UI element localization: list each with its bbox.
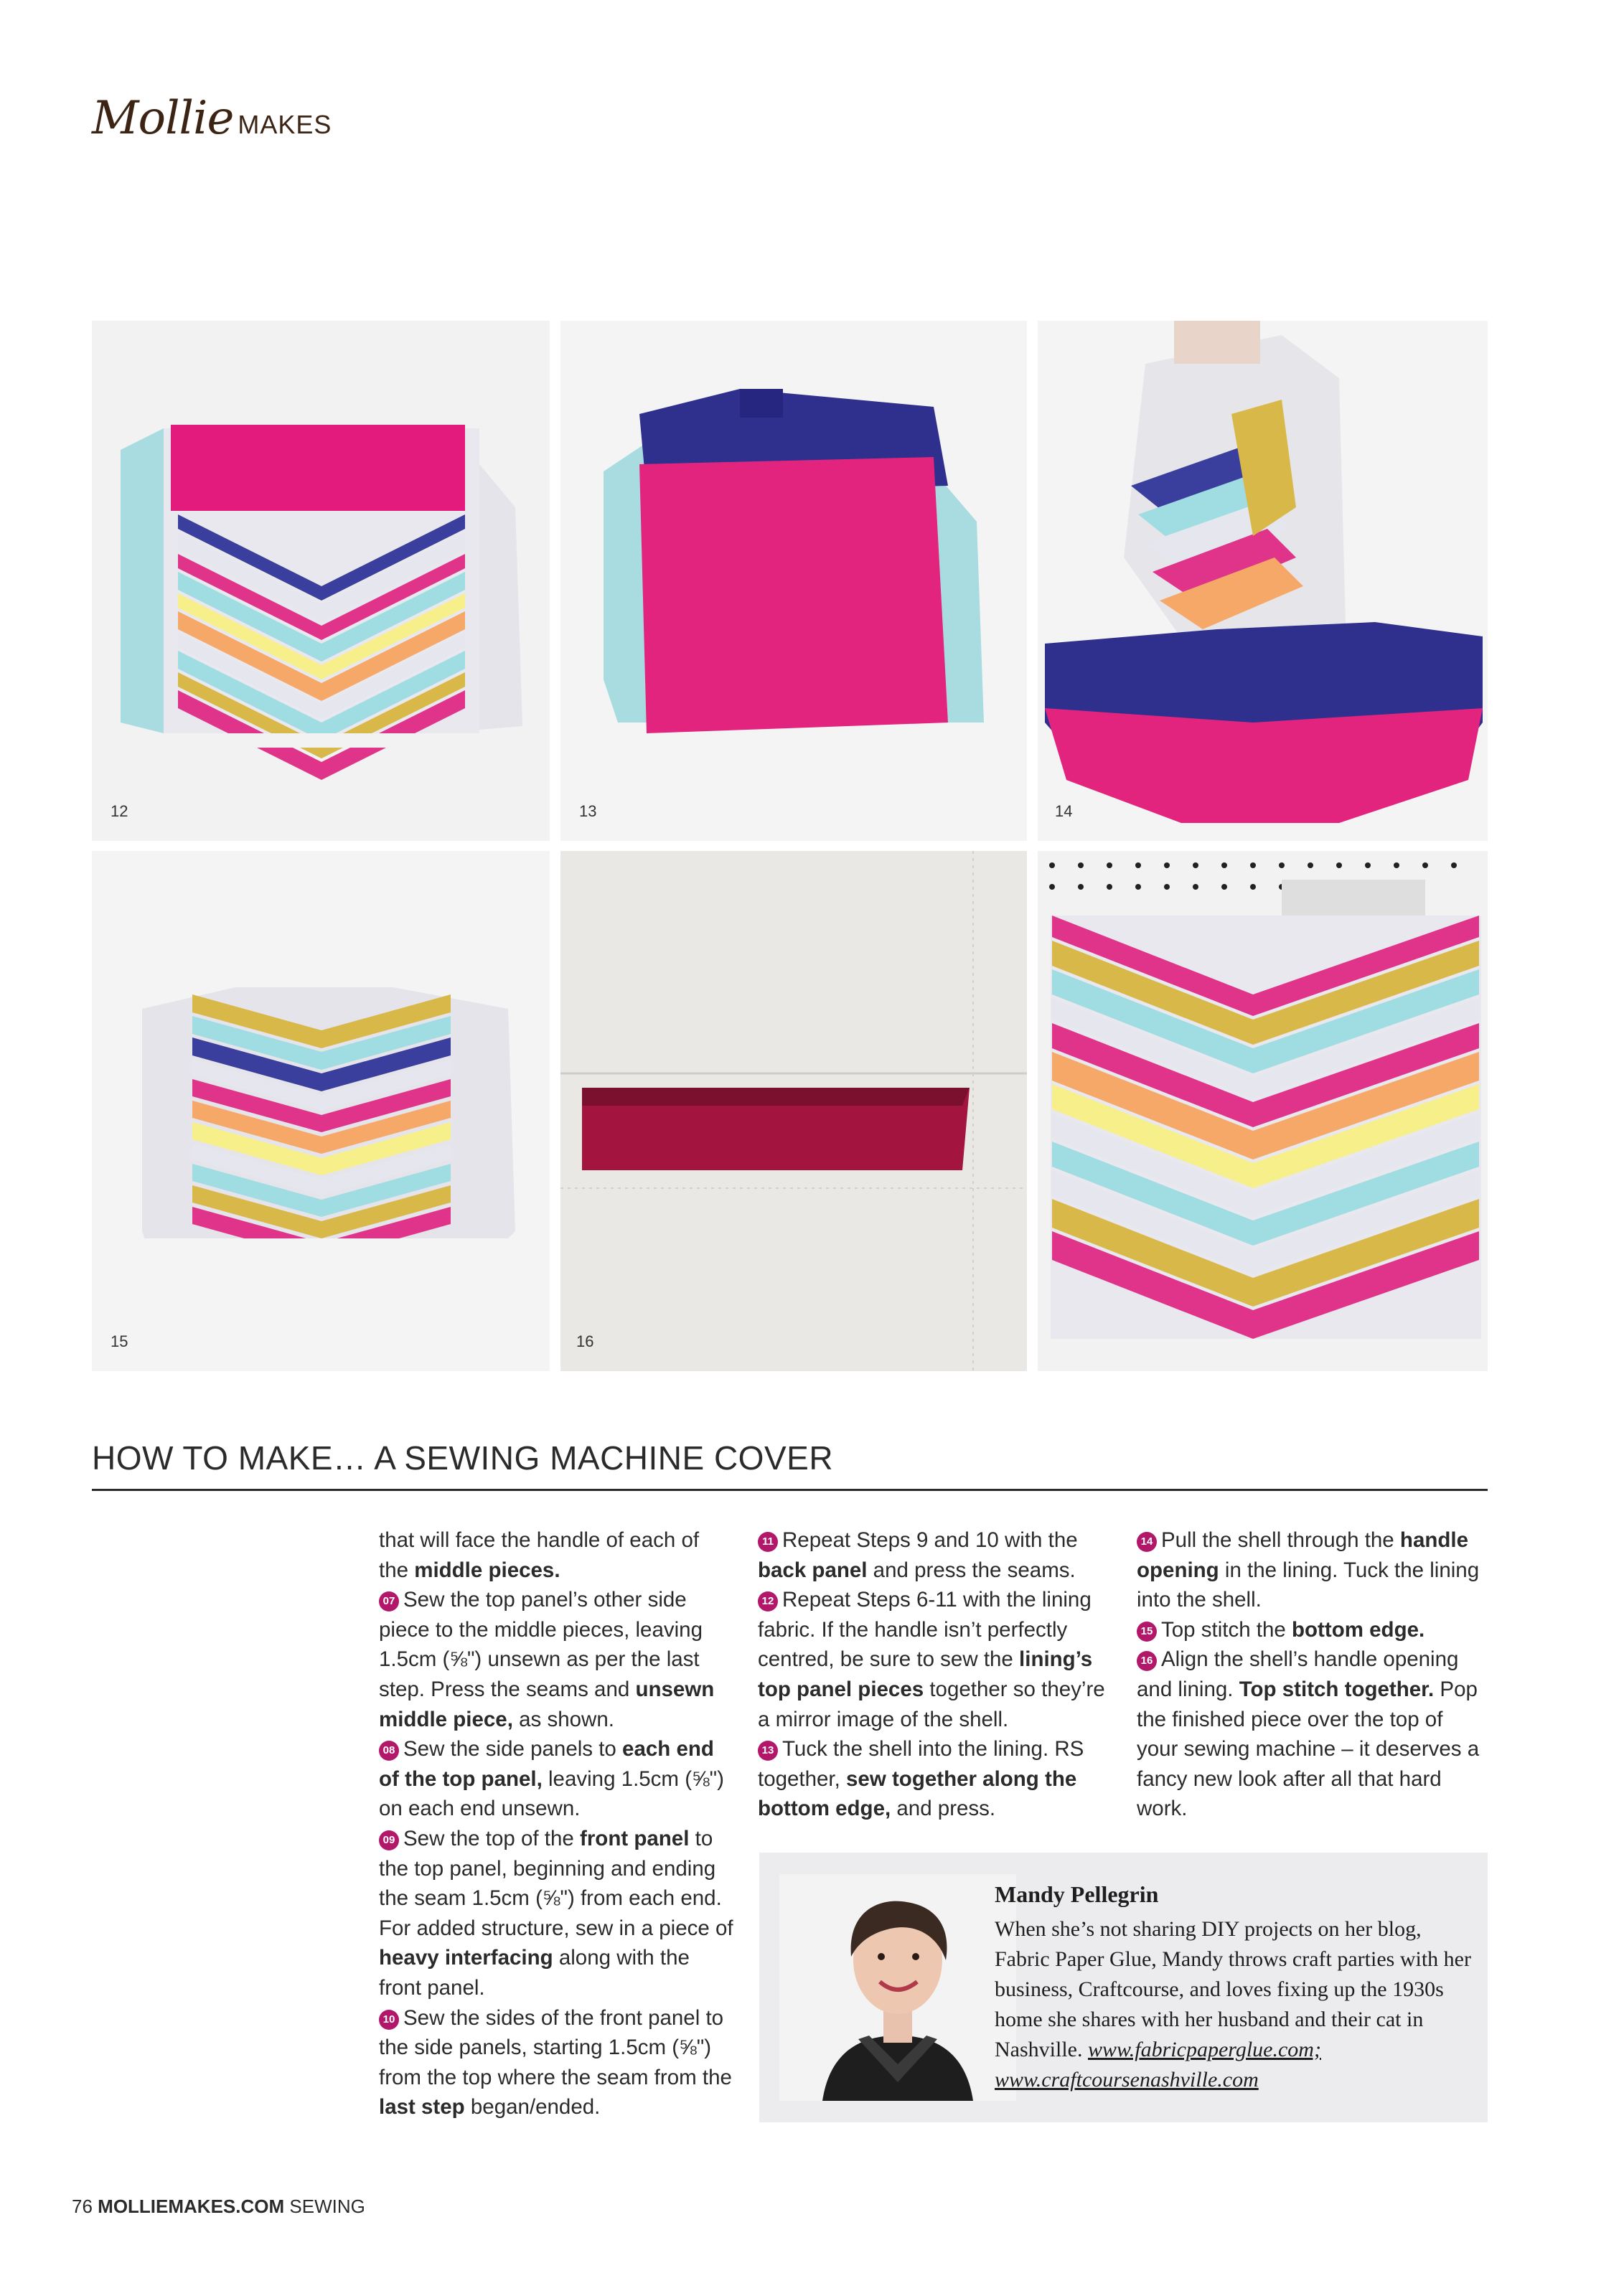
step-photo-13 <box>560 321 1027 841</box>
step-12: 12 Repeat Steps 6-11 with the lining fabric. If the handle isn’t perfectly centred, be sure to sew the lining’s top panel pieces together so they’re a mirror image of the shell. <box>758 1588 1105 1731</box>
step-15: 15 Top stitch the bottom edge. <box>1137 1615 1488 1645</box>
author-bio-box <box>759 1853 1488 2122</box>
step-badge: 15 <box>1137 1622 1157 1642</box>
step-number: 15 <box>111 1332 128 1350</box>
masthead-logo <box>92 92 332 145</box>
step-photo-15 <box>92 851 550 1371</box>
step-badge: 08 <box>379 1741 399 1761</box>
finished-cover-photo <box>1038 851 1488 1371</box>
step-number: 16 <box>576 1332 594 1350</box>
instructions-column-3 <box>1137 1525 1488 1824</box>
step-number: 14 <box>1055 802 1073 820</box>
step-photo-12 <box>92 321 550 841</box>
step-09: 09 Sew the top of the front panel to the top panel, beginning and ending the seam 1.5cm (⅝") from each end. For added structure, sew in a piece of heavy interfacing along with the front panel. <box>379 1826 733 2000</box>
instructions-column-2 <box>758 1525 1117 1824</box>
step-13: 13 Tuck the shell into the lining. RS together, sew together along the bottom edge, and press. <box>758 1737 1084 1821</box>
step-08: 08 Sew the side panels to each end of the top panel, leaving 1.5cm (⅝") on each end unsewn. <box>379 1737 724 1821</box>
instructions-column-1 <box>379 1525 734 2122</box>
logo-script: Mollie <box>92 92 234 145</box>
section-divider <box>92 1489 1488 1491</box>
footer-site: MOLLIEMAKES.COM <box>98 2196 285 2217</box>
author-name: Mandy Pellegrin <box>995 1881 1159 1907</box>
step-badge: 14 <box>1137 1532 1157 1552</box>
step-badge: 09 <box>379 1830 399 1850</box>
step-badge: 10 <box>379 2010 399 2030</box>
step-14: 14 Pull the shell through the handle opening in the lining. Tuck the lining into the shell. <box>1137 1528 1480 1612</box>
step-photo-16 <box>560 851 1027 1371</box>
step-07: 07 Sew the top panel’s other side piece to the middle pieces, leaving 1.5cm (⅝") unsewn as per the last step. Press the seams and unsewn middle piece, as shown. <box>379 1588 715 1731</box>
step-number: 12 <box>111 802 128 820</box>
step-continuation: that will face the handle of each of the middle pieces. <box>379 1528 700 1582</box>
step-number: 13 <box>579 802 597 820</box>
step-badge: 13 <box>758 1741 778 1761</box>
step-photo-14 <box>1038 321 1488 841</box>
author-bio-text: When she’s not sharing DIY projects on her blog, Fabric Paper Glue, Mandy throws craft parties with her business, Craftcourse, and loves fixing up the 1930s home she shares with her husband and their cat in Nashville. www.fabricpaperglue.com; www.craftcoursenashville.com <box>995 1917 1471 2092</box>
step-badge: 12 <box>758 1591 778 1612</box>
step-badge: 11 <box>758 1532 778 1552</box>
section-title: HOW TO MAKE… A SEWING MACHINE COVER <box>92 1439 834 1477</box>
step-10: 10 Sew the sides of the front panel to the side panels, starting 1.5cm (⅝") from the top where the seam from the last step began/ended. <box>379 2005 732 2119</box>
step-11: 11 Repeat Steps 9 and 10 with the back panel and press the seams. <box>758 1528 1078 1582</box>
page-footer <box>72 2196 365 2218</box>
logo-word: MAKES <box>238 110 332 139</box>
step-16: 16 Align the shell’s handle opening and lining. Top stitch together. Pop the finished piece over the top of your sewing machine – it deserves a fancy new look after all that hard work. <box>1137 1647 1480 1821</box>
author-portrait <box>779 1874 1016 2101</box>
author-links[interactable]: www.fabricpaperglue.com; www.craftcoursenashville.com <box>995 2038 1321 2092</box>
footer-section: SEWING <box>289 2196 365 2217</box>
page-number: 76 <box>72 2196 93 2217</box>
step-badge: 16 <box>1137 1651 1157 1671</box>
step-badge: 07 <box>379 1591 399 1612</box>
